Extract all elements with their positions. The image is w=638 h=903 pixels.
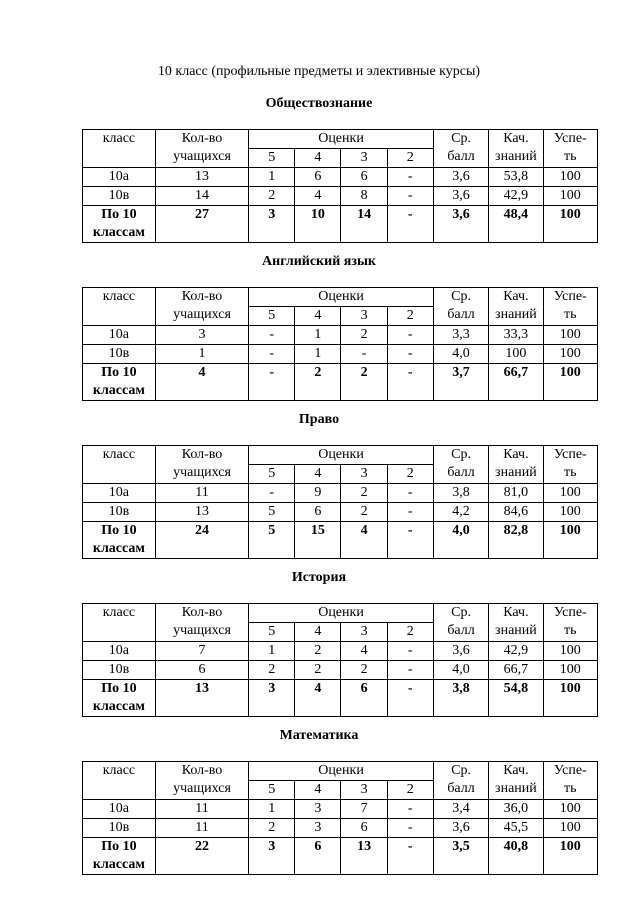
cell-g4: 3 xyxy=(295,800,341,819)
cell-g4: 3 xyxy=(295,819,341,838)
cell-total-g2: - xyxy=(387,206,433,243)
cell-total-count: 13 xyxy=(155,680,248,717)
cell-class: 10в xyxy=(83,661,156,680)
cell-total-g4: 10 xyxy=(295,206,341,243)
cell-total-success: 100 xyxy=(543,838,597,875)
cell-success: 100 xyxy=(543,484,597,503)
cell-total-g3: 6 xyxy=(341,680,387,717)
cell-total-g5: - xyxy=(249,364,295,401)
header-row xyxy=(83,604,598,623)
grades-table xyxy=(82,129,598,243)
header-quality-line2: знаний xyxy=(495,781,537,796)
header-avg xyxy=(433,762,488,800)
header-row xyxy=(83,130,598,149)
total-label-line1: По 10 xyxy=(101,365,137,380)
cell-g3: 8 xyxy=(341,187,387,206)
header-success-line1: Успе- xyxy=(553,605,587,620)
cell-avg: 3,4 xyxy=(433,800,488,819)
cell-total-g3: 2 xyxy=(341,364,387,401)
header-count-line1: Кол-во xyxy=(181,763,223,778)
total-label-line2: классам xyxy=(92,225,145,240)
header-grades: Оценки xyxy=(249,604,434,623)
total-row xyxy=(83,522,598,559)
cell-success: 100 xyxy=(543,819,597,838)
cell-count: 11 xyxy=(155,800,248,819)
header-grade-2: 2 xyxy=(387,623,433,642)
header-grade-4: 4 xyxy=(295,623,341,642)
cell-total-label xyxy=(83,680,156,717)
cell-total-g4: 15 xyxy=(295,522,341,559)
cell-avg: 3,6 xyxy=(433,819,488,838)
cell-count: 14 xyxy=(155,187,248,206)
cell-avg: 4,0 xyxy=(433,661,488,680)
cell-class: 10а xyxy=(83,326,156,345)
cell-g5: 1 xyxy=(249,168,295,187)
header-avg xyxy=(433,130,488,168)
header-success-line2: ть xyxy=(564,623,577,638)
cell-quality: 42,9 xyxy=(489,187,543,206)
header-grade-4: 4 xyxy=(295,465,341,484)
cell-g5: 2 xyxy=(249,661,295,680)
header-class: класс xyxy=(83,762,156,800)
cell-g3: 2 xyxy=(341,484,387,503)
cell-success: 100 xyxy=(543,345,597,364)
cell-count: 11 xyxy=(155,819,248,838)
subject-title: История xyxy=(291,570,347,585)
cell-count: 3 xyxy=(155,326,248,345)
cell-quality: 100 xyxy=(489,345,543,364)
header-success xyxy=(543,130,597,168)
header-row xyxy=(83,446,598,465)
cell-g4: 2 xyxy=(295,642,341,661)
header-quality-line1: Кач. xyxy=(503,131,529,146)
header-class: класс xyxy=(83,288,156,326)
cell-class: 10в xyxy=(83,819,156,838)
cell-avg: 4,2 xyxy=(433,503,488,522)
header-grade-3: 3 xyxy=(341,307,387,326)
header-avg xyxy=(433,446,488,484)
header-count-line1: Кол-во xyxy=(181,289,223,304)
cell-success: 100 xyxy=(543,503,597,522)
cell-count: 7 xyxy=(155,642,248,661)
subject-title: Английский язык xyxy=(262,254,376,269)
header-quality-line2: знаний xyxy=(495,623,537,638)
cell-quality: 66,7 xyxy=(489,661,543,680)
header-grade-4: 4 xyxy=(295,149,341,168)
cell-success: 100 xyxy=(543,187,597,206)
cell-success: 100 xyxy=(543,168,597,187)
header-avg-line1: Ср. xyxy=(451,289,471,304)
cell-g4: 6 xyxy=(295,168,341,187)
cell-g4: 9 xyxy=(295,484,341,503)
subject-title: Обществознание xyxy=(265,96,373,111)
cell-g2: - xyxy=(387,661,433,680)
header-avg-line1: Ср. xyxy=(451,605,471,620)
cell-class: 10в xyxy=(83,503,156,522)
cell-total-g4: 2 xyxy=(295,364,341,401)
header-count xyxy=(155,130,248,168)
cell-total-g2: - xyxy=(387,838,433,875)
header-class: класс xyxy=(83,130,156,168)
cell-count: 6 xyxy=(155,661,248,680)
cell-success: 100 xyxy=(543,642,597,661)
cell-total-g3: 13 xyxy=(341,838,387,875)
cell-class: 10в xyxy=(83,345,156,364)
header-grades: Оценки xyxy=(249,288,434,307)
cell-total-quality: 48,4 xyxy=(489,206,543,243)
cell-avg: 3,6 xyxy=(433,187,488,206)
cell-total-label xyxy=(83,522,156,559)
cell-total-success: 100 xyxy=(543,206,597,243)
header-count-line2: учащихся xyxy=(173,623,231,638)
header-quality xyxy=(489,288,543,326)
subject-title: Право xyxy=(298,412,340,427)
header-grade-5: 5 xyxy=(249,307,295,326)
header-grade-3: 3 xyxy=(341,623,387,642)
header-grades: Оценки xyxy=(249,762,434,781)
table-row xyxy=(83,345,598,364)
total-label-line2: классам xyxy=(92,541,145,556)
header-avg-line2: балл xyxy=(447,623,475,638)
header-success-line1: Успе- xyxy=(553,131,587,146)
cell-total-g2: - xyxy=(387,680,433,717)
table-row xyxy=(83,187,598,206)
cell-g3: - xyxy=(341,345,387,364)
table-row xyxy=(83,503,598,522)
cell-g4: 1 xyxy=(295,326,341,345)
header-count-line1: Кол-во xyxy=(181,447,223,462)
header-grade-4: 4 xyxy=(295,307,341,326)
cell-class: 10а xyxy=(83,168,156,187)
cell-g3: 2 xyxy=(341,661,387,680)
total-label-line1: По 10 xyxy=(101,839,137,854)
cell-total-count: 27 xyxy=(155,206,248,243)
header-avg-line1: Ср. xyxy=(451,131,471,146)
subject-title: Математика xyxy=(279,728,359,743)
cell-total-g5: 5 xyxy=(249,522,295,559)
header-grade-2: 2 xyxy=(387,149,433,168)
header-grade-2: 2 xyxy=(387,465,433,484)
cell-total-quality: 54,8 xyxy=(489,680,543,717)
total-row xyxy=(83,680,598,717)
cell-total-avg: 3,6 xyxy=(433,206,488,243)
header-quality-line2: знаний xyxy=(495,307,537,322)
cell-total-g5: 3 xyxy=(249,680,295,717)
cell-total-quality: 66,7 xyxy=(489,364,543,401)
header-count-line2: учащихся xyxy=(173,465,231,480)
cell-quality: 53,8 xyxy=(489,168,543,187)
cell-total-avg: 4,0 xyxy=(433,522,488,559)
cell-class: 10а xyxy=(83,642,156,661)
cell-class: 10а xyxy=(83,484,156,503)
header-quality-line1: Кач. xyxy=(503,289,529,304)
header-grade-2: 2 xyxy=(387,307,433,326)
cell-g5: 1 xyxy=(249,800,295,819)
cell-avg: 3,6 xyxy=(433,642,488,661)
table-row xyxy=(83,800,598,819)
cell-total-count: 4 xyxy=(155,364,248,401)
cell-quality: 36,0 xyxy=(489,800,543,819)
cell-g2: - xyxy=(387,326,433,345)
cell-g5: - xyxy=(249,326,295,345)
header-quality-line2: знаний xyxy=(495,149,537,164)
cell-total-avg: 3,8 xyxy=(433,680,488,717)
cell-total-success: 100 xyxy=(543,680,597,717)
cell-g2: - xyxy=(387,819,433,838)
header-avg-line2: балл xyxy=(447,781,475,796)
total-label-line1: По 10 xyxy=(101,207,137,222)
cell-total-success: 100 xyxy=(543,364,597,401)
header-grade-3: 3 xyxy=(341,149,387,168)
total-row xyxy=(83,364,598,401)
header-avg xyxy=(433,288,488,326)
total-label-line1: По 10 xyxy=(101,681,137,696)
cell-total-avg: 3,5 xyxy=(433,838,488,875)
header-quality-line1: Кач. xyxy=(503,605,529,620)
cell-g5: 2 xyxy=(249,187,295,206)
table-row xyxy=(83,168,598,187)
total-label-line2: классам xyxy=(92,383,145,398)
header-grade-5: 5 xyxy=(249,149,295,168)
header-count-line1: Кол-во xyxy=(181,605,223,620)
cell-avg: 4,0 xyxy=(433,345,488,364)
cell-g4: 6 xyxy=(295,503,341,522)
cell-count: 1 xyxy=(155,345,248,364)
cell-total-quality: 82,8 xyxy=(489,522,543,559)
header-row xyxy=(83,288,598,307)
header-class: класс xyxy=(83,446,156,484)
header-success xyxy=(543,604,597,642)
header-quality xyxy=(489,446,543,484)
cell-g2: - xyxy=(387,345,433,364)
cell-class: 10в xyxy=(83,187,156,206)
cell-class: 10а xyxy=(83,800,156,819)
cell-g3: 2 xyxy=(341,503,387,522)
cell-avg: 3,6 xyxy=(433,168,488,187)
header-count-line2: учащихся xyxy=(173,149,231,164)
header-avg-line1: Ср. xyxy=(451,447,471,462)
cell-g3: 4 xyxy=(341,642,387,661)
grades-table xyxy=(82,287,598,401)
cell-total-g2: - xyxy=(387,364,433,401)
cell-total-g3: 4 xyxy=(341,522,387,559)
header-success-line2: ть xyxy=(564,465,577,480)
header-grade-2: 2 xyxy=(387,781,433,800)
cell-g2: - xyxy=(387,168,433,187)
header-success-line1: Успе- xyxy=(553,763,587,778)
header-grades: Оценки xyxy=(249,446,434,465)
grades-table xyxy=(82,761,598,875)
cell-g2: - xyxy=(387,187,433,206)
header-quality xyxy=(489,604,543,642)
header-quality-line2: знаний xyxy=(495,465,537,480)
header-row xyxy=(83,762,598,781)
header-success-line1: Успе- xyxy=(553,289,587,304)
header-grade-5: 5 xyxy=(249,623,295,642)
header-success xyxy=(543,762,597,800)
header-count-line2: учащихся xyxy=(173,781,231,796)
table-row xyxy=(83,642,598,661)
total-row xyxy=(83,838,598,875)
table-row xyxy=(83,484,598,503)
cell-success: 100 xyxy=(543,800,597,819)
cell-g4: 1 xyxy=(295,345,341,364)
table-row xyxy=(83,661,598,680)
cell-total-label xyxy=(83,206,156,243)
cell-total-quality: 40,8 xyxy=(489,838,543,875)
cell-g3: 6 xyxy=(341,168,387,187)
cell-total-g5: 3 xyxy=(249,838,295,875)
cell-g4: 4 xyxy=(295,187,341,206)
header-grades: Оценки xyxy=(249,130,434,149)
cell-g5: - xyxy=(249,484,295,503)
header-success-line2: ть xyxy=(564,307,577,322)
cell-g5: 5 xyxy=(249,503,295,522)
header-count-line2: учащихся xyxy=(173,307,231,322)
header-quality xyxy=(489,130,543,168)
cell-total-g5: 3 xyxy=(249,206,295,243)
cell-total-g4: 6 xyxy=(295,838,341,875)
cell-avg: 3,8 xyxy=(433,484,488,503)
header-count xyxy=(155,446,248,484)
header-grade-3: 3 xyxy=(341,465,387,484)
cell-total-count: 22 xyxy=(155,838,248,875)
header-grade-5: 5 xyxy=(249,465,295,484)
cell-g2: - xyxy=(387,484,433,503)
header-avg-line2: балл xyxy=(447,465,475,480)
header-count xyxy=(155,604,248,642)
cell-total-avg: 3,7 xyxy=(433,364,488,401)
header-quality xyxy=(489,762,543,800)
header-success-line1: Успе- xyxy=(553,447,587,462)
header-avg xyxy=(433,604,488,642)
cell-g3: 6 xyxy=(341,819,387,838)
header-avg-line2: балл xyxy=(447,149,475,164)
header-quality-line1: Кач. xyxy=(503,763,529,778)
cell-quality: 42,9 xyxy=(489,642,543,661)
header-count xyxy=(155,288,248,326)
cell-g3: 7 xyxy=(341,800,387,819)
header-class: класс xyxy=(83,604,156,642)
cell-g5: 2 xyxy=(249,819,295,838)
cell-total-g4: 4 xyxy=(295,680,341,717)
cell-quality: 45,5 xyxy=(489,819,543,838)
header-success-line2: ть xyxy=(564,149,577,164)
cell-g2: - xyxy=(387,642,433,661)
grades-table xyxy=(82,603,598,717)
cell-count: 11 xyxy=(155,484,248,503)
grades-table xyxy=(82,445,598,559)
cell-g4: 2 xyxy=(295,661,341,680)
cell-total-label xyxy=(83,364,156,401)
header-count xyxy=(155,762,248,800)
header-success xyxy=(543,446,597,484)
page-title: 10 класс (профильные предметы и элективные курсы) xyxy=(157,64,481,79)
cell-total-count: 24 xyxy=(155,522,248,559)
cell-count: 13 xyxy=(155,168,248,187)
header-success-line2: ть xyxy=(564,781,577,796)
table-row xyxy=(83,819,598,838)
cell-g5: - xyxy=(249,345,295,364)
total-label-line1: По 10 xyxy=(101,523,137,538)
cell-total-label xyxy=(83,838,156,875)
cell-total-g2: - xyxy=(387,522,433,559)
cell-quality: 84,6 xyxy=(489,503,543,522)
total-label-line2: классам xyxy=(92,699,145,714)
table-row xyxy=(83,326,598,345)
cell-quality: 81,0 xyxy=(489,484,543,503)
cell-g5: 1 xyxy=(249,642,295,661)
header-avg-line1: Ср. xyxy=(451,763,471,778)
cell-avg: 3,3 xyxy=(433,326,488,345)
header-grade-5: 5 xyxy=(249,781,295,800)
cell-g2: - xyxy=(387,800,433,819)
cell-success: 100 xyxy=(543,326,597,345)
cell-count: 13 xyxy=(155,503,248,522)
cell-total-g3: 14 xyxy=(341,206,387,243)
header-success xyxy=(543,288,597,326)
total-row xyxy=(83,206,598,243)
header-grade-4: 4 xyxy=(295,781,341,800)
header-avg-line2: балл xyxy=(447,307,475,322)
cell-quality: 33,3 xyxy=(489,326,543,345)
cell-g2: - xyxy=(387,503,433,522)
cell-g3: 2 xyxy=(341,326,387,345)
header-grade-3: 3 xyxy=(341,781,387,800)
header-quality-line1: Кач. xyxy=(503,447,529,462)
total-label-line2: классам xyxy=(92,857,145,872)
cell-success: 100 xyxy=(543,661,597,680)
cell-total-success: 100 xyxy=(543,522,597,559)
header-count-line1: Кол-во xyxy=(181,131,223,146)
